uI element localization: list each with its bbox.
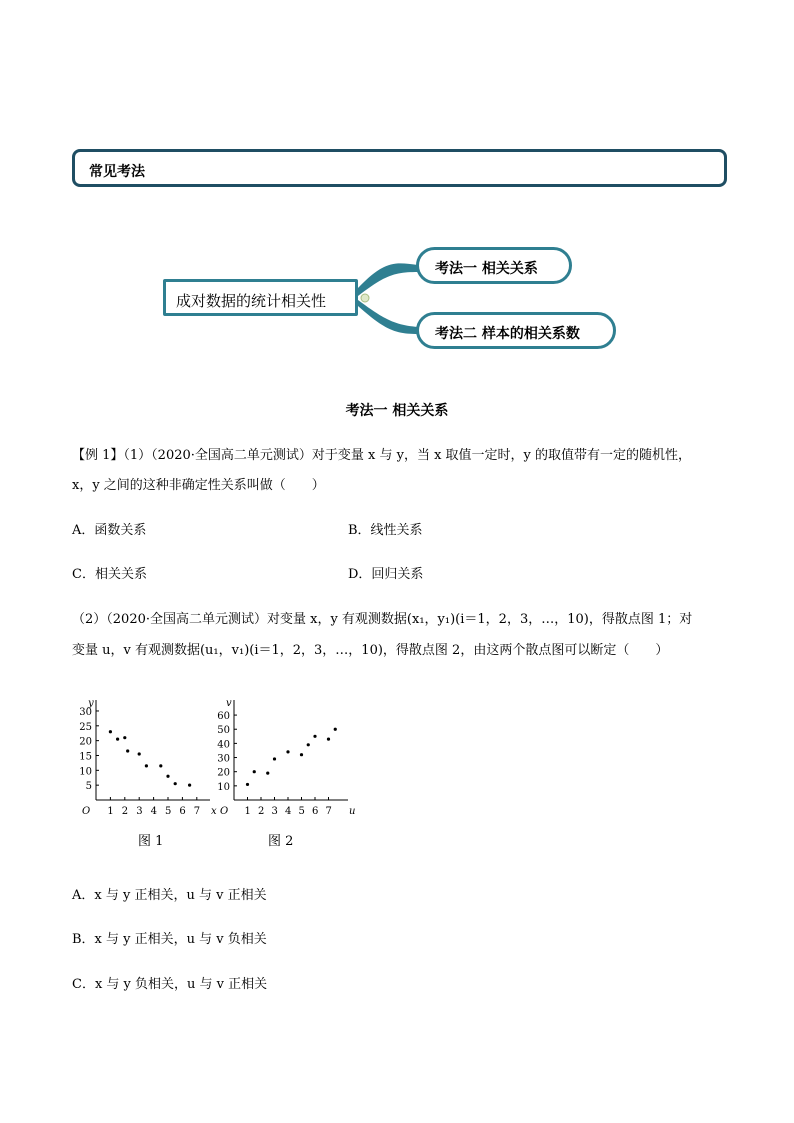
scatter-point bbox=[334, 728, 337, 731]
q1-line-1: 【例 1】（1）（2020·全国高二单元测试）对于变量 x 与 y，当 x 取值一定时，y 的取值带有一定的随机性， bbox=[72, 448, 692, 463]
q2-line-1: （2）（2020·全国高二单元测试）对变量 x，y 有观测数据(x₁，y₁)(i＝1，2，3，…，10)，得散点图 1；对 bbox=[72, 612, 693, 627]
mindmap-branch-1-label: 考法一 相关关系 bbox=[435, 261, 538, 277]
scatter-point bbox=[246, 783, 249, 786]
x-tick-label: 3 bbox=[271, 806, 278, 817]
figure-1-caption: 图 1 bbox=[138, 834, 164, 849]
x-tick-label: 6 bbox=[312, 806, 319, 817]
x-axis-label: x bbox=[211, 806, 217, 817]
scatter-point bbox=[307, 743, 310, 746]
scatter-point bbox=[109, 730, 112, 733]
scatter-point bbox=[145, 764, 148, 767]
y-tick-label: 50 bbox=[217, 725, 230, 737]
x-tick-label: 3 bbox=[136, 806, 143, 817]
scatter-point bbox=[166, 775, 169, 778]
q1-line-2: x，y 之间的这种非确定性关系叫做（ ） bbox=[72, 478, 325, 493]
connector-upper bbox=[358, 263, 418, 296]
scatter-point bbox=[266, 772, 269, 775]
y-tick-label: 20 bbox=[79, 736, 92, 748]
section-title: 考法一 相关关系 bbox=[345, 403, 449, 419]
mindmap-root-node bbox=[163, 279, 358, 316]
y-tick-label: 5 bbox=[85, 781, 92, 793]
scatter-point bbox=[300, 753, 303, 756]
scatter-point bbox=[188, 784, 191, 787]
scatter-point bbox=[126, 749, 129, 752]
mindmap-branch-2-label: 考法二 样本的相关系数 bbox=[435, 326, 580, 342]
y-tick-label: 20 bbox=[217, 767, 230, 779]
scatter-point bbox=[327, 738, 330, 741]
y-tick-label: 40 bbox=[217, 739, 230, 751]
x-tick-label: 4 bbox=[285, 806, 292, 817]
scatter-point bbox=[116, 738, 119, 741]
origin-label: O bbox=[82, 806, 91, 817]
scatter-chart-1 bbox=[72, 696, 217, 821]
section-header-title: 常见考法 bbox=[89, 164, 145, 180]
mindmap-branch-1 bbox=[416, 247, 572, 284]
x-tick-label: 1 bbox=[107, 806, 114, 817]
y-tick-label: 30 bbox=[79, 706, 92, 718]
scatter-chart-2 bbox=[210, 696, 355, 821]
scatter-point bbox=[138, 752, 141, 755]
x-tick-label: 2 bbox=[121, 806, 129, 817]
scatter-point bbox=[313, 735, 316, 738]
x-tick-label: 6 bbox=[179, 806, 186, 817]
q2-option-c: C．x 与 y 负相关，u 与 v 正相关 bbox=[72, 977, 268, 992]
y-tick-label: 10 bbox=[79, 766, 92, 778]
q2-option-a: A．x 与 y 正相关，u 与 v 正相关 bbox=[72, 888, 267, 903]
mindmap-branch-2 bbox=[416, 312, 616, 349]
scatter-point bbox=[273, 757, 276, 760]
connector-lower bbox=[358, 300, 418, 334]
y-axis-label: y bbox=[88, 698, 94, 709]
q1-option-c: C．相关关系 bbox=[72, 567, 147, 582]
x-tick-label: 5 bbox=[165, 806, 172, 817]
x-axis-label: u bbox=[349, 806, 356, 817]
y-tick-label: 60 bbox=[217, 711, 230, 723]
x-tick-label: 7 bbox=[193, 806, 201, 817]
y-axis-label: v bbox=[226, 698, 232, 709]
origin-label: O bbox=[220, 806, 229, 817]
mindmap-connectors bbox=[0, 0, 794, 400]
y-tick-label: 10 bbox=[217, 781, 230, 793]
x-tick-label: 4 bbox=[150, 806, 157, 817]
scatter-point bbox=[159, 764, 162, 767]
scatter-point bbox=[123, 736, 126, 739]
y-tick-label: 30 bbox=[217, 753, 230, 765]
mindmap-root-label: 成对数据的统计相关性 bbox=[176, 292, 327, 310]
q1-option-b: B．线性关系 bbox=[348, 523, 423, 538]
y-tick-label: 25 bbox=[79, 721, 92, 733]
figure-2-caption: 图 2 bbox=[268, 834, 294, 849]
q1-option-d: D．回归关系 bbox=[348, 567, 424, 582]
x-tick-label: 5 bbox=[298, 806, 305, 817]
scatter-point bbox=[253, 770, 256, 773]
scatter-point bbox=[286, 750, 289, 753]
q2-line-2: 变量 u，v 有观测数据(u₁，v₁)(i＝1，2，3，…，10)，得散点图 2，由这两个散点图可以断定（ ） bbox=[72, 643, 669, 658]
x-tick-label: 7 bbox=[325, 806, 332, 817]
mindmap-knob bbox=[361, 294, 369, 302]
scatter-point bbox=[174, 782, 177, 785]
q1-option-a: A．函数关系 bbox=[72, 523, 147, 538]
y-tick-label: 15 bbox=[79, 751, 92, 763]
q2-option-b: B．x 与 y 正相关，u 与 v 负相关 bbox=[72, 932, 267, 947]
x-tick-label: 1 bbox=[244, 806, 251, 817]
x-tick-label: 2 bbox=[258, 806, 265, 817]
